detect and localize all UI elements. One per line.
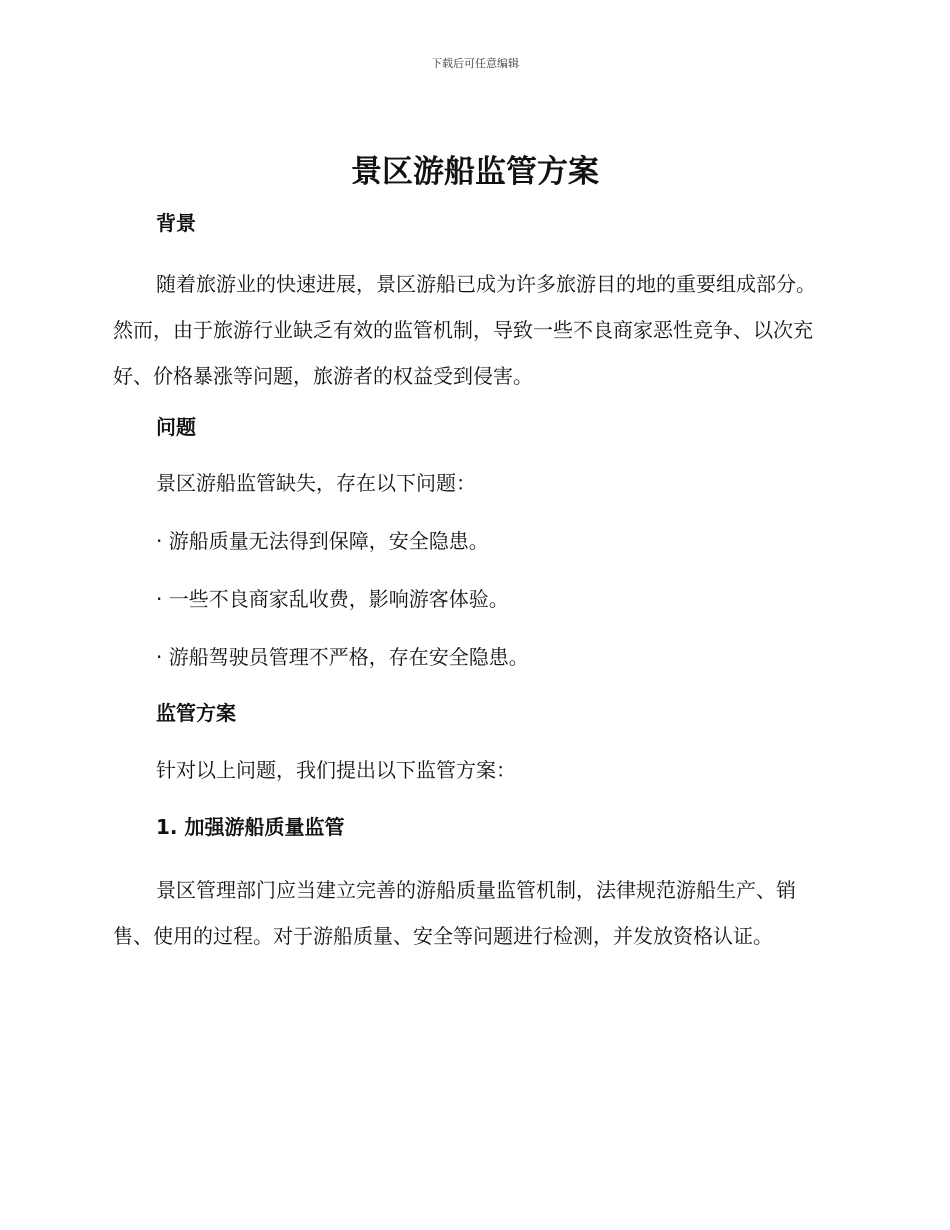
quality-paragraph: 景区管理部门应当建立完善的游船质量监管机制，法律规范游船生产、销售、使用的过程。对于游船质量、安全等问题进行检测，并发放资格认证。 — [113, 878, 796, 948]
section-heading-background: 背景 — [156, 211, 196, 235]
problem-item: · 一些不良商家乱收费，影响游客体验。 — [156, 587, 509, 611]
background-paragraph: 随着旅游业的快速进展，景区游船已成为许多旅游目的地的重要组成部分。然而，由于旅游行业缺乏有效的监管机制，导致一些不良商家恶性竞争、以次充好、价格暴涨等问题，旅游者的权益受到侵害。 — [113, 272, 816, 388]
document-title: 景区游船监管方案 — [351, 154, 599, 190]
section-heading-problems: 问题 — [156, 415, 196, 439]
page-header-note: 下载后可任意编辑 — [431, 57, 519, 70]
problem-item: · 游船质量无法得到保障，安全隐患。 — [156, 529, 489, 553]
problems-intro: 景区游船监管缺失，存在以下问题： — [156, 471, 476, 495]
problem-item: · 游船驾驶员管理不严格，存在安全隐患。 — [156, 645, 529, 669]
section-heading-plan: 监管方案 — [156, 701, 236, 725]
subsection-heading-quality: 1. 加强游船质量监管 — [156, 815, 345, 839]
plan-intro: 针对以上问题，我们提出以下监管方案： — [156, 758, 516, 782]
document-body — [113, 203, 833, 959]
